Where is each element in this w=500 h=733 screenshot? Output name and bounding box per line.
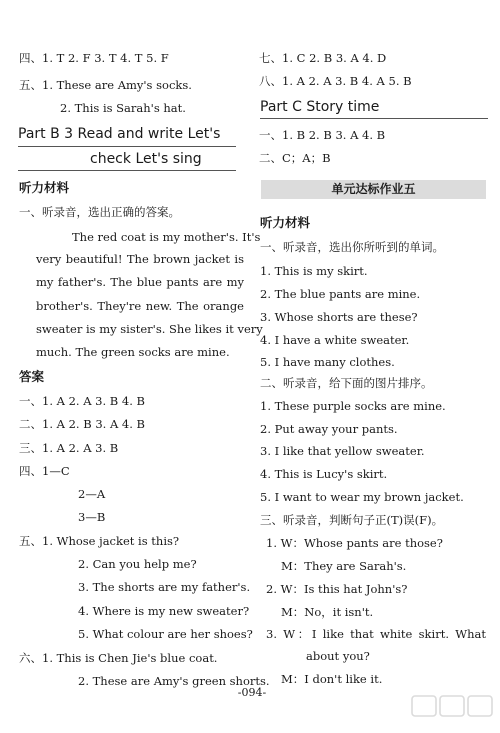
listening-line: 3. I like that yellow sweater. [260,444,425,458]
answer-row: 四、1—C [19,464,70,478]
listening-material-title: 听力材料 [260,215,311,230]
listening-question: 二、听录音，给下面的图片排序。 [260,376,433,390]
listening-material-title: 听力材料 [19,180,70,195]
answer-line-5-2: 2. This is Sarah's hat. [60,101,186,115]
listening-line: 5. I want to wear my brown jacket. [260,490,464,504]
answer-row: 六、1. This is Chen Jie's blue coat. [19,651,218,665]
answer-row: 2—A [78,487,106,501]
answer-row: 二、C；A；B [259,151,331,165]
answer-row: 五、1. Whose jacket is this? [19,534,180,548]
answer-row: 3—B [78,510,106,524]
part-b-heading: Part B 3 Read and write Let's [18,126,221,142]
answer-row: 3. The shorts are my father's. [78,580,251,594]
listening-line: 2. Put away your pants. [260,422,398,436]
page-number: -094- [237,686,267,699]
unit-section-banner: 单元达标作业五 [261,180,486,199]
answers-title: 答案 [19,369,45,384]
answer-row: 一、1. B 2. B 3. A 4. B [259,128,386,142]
listening-question: 一、听录音，选出你所听到的单词。 [260,240,444,254]
dialogue-line: 2. W：Is this hat John's? [266,582,408,596]
passage-line: very beautiful! The brown jacket is [36,252,244,266]
passage-line: brother's. They're new. The orange [36,299,244,313]
listening-line: 4. I have a white sweater. [260,333,410,347]
answer-line-7: 七、1. C 2. B 3. A 4. D [259,51,387,65]
dialogue-line: 1. W：Whose pants are those? [266,536,443,550]
answer-row: 4. Where is my new sweater? [78,604,250,618]
dialogue-line: M：I don't like it. [281,672,383,686]
dialogue-line: 3. W：I like that white skirt. What [266,627,486,641]
listening-line: 5. I have many clothes. [260,355,395,369]
listening-line: 2. The blue pants are mine. [260,287,421,301]
watermark-logo [410,693,496,729]
part-c-heading: Part C Story time [260,99,380,115]
part-b-underline-2 [18,170,236,171]
answer-row: 2. These are Amy's green shorts. [78,674,270,688]
answer-row: 三、1. A 2. A 3. B [19,441,119,455]
answer-row: 一、1. A 2. A 3. B 4. B [19,394,145,408]
part-b-underline [18,146,236,147]
passage-line: my father's. The blue pants are my [36,275,244,289]
answer-line-8: 八、1. A 2. A 3. B 4. A 5. B [259,74,412,88]
listening-line: 1. This is my skirt. [260,264,368,278]
listening-question: 三、听录音，判断句子正(T)误(F)。 [260,513,444,527]
dialogue-line: M：They are Sarah's. [281,559,407,573]
answer-line-5: 五、1. These are Amy's socks. [19,78,192,92]
answer-line-4: 四、1. T 2. F 3. T 4. T 5. F [19,51,169,65]
part-c-underline [260,118,488,119]
listening-line: 1. These purple socks are mine. [260,399,446,413]
dialogue-line: M：No，it isn't. [281,605,374,619]
passage-line: sweater is my sister's. She likes it very [36,322,263,336]
answer-row: 2. Can you help me? [78,557,197,571]
listening-line: 3. Whose shorts are these? [260,310,418,324]
passage-line: much. The green socks are mine. [36,345,230,359]
answer-row: 二、1. A 2. B 3. A 4. B [19,417,145,431]
listening-question-1: 一、听录音，选出正确的答案。 [19,205,180,219]
passage-line: The red coat is my mother's. It's [72,230,261,244]
listening-line: 4. This is Lucy's skirt. [260,467,388,481]
answer-row: 5. What colour are her shoes? [78,627,253,641]
part-b-heading-line2: check Let's sing [90,151,202,167]
watermark-logo-icon [410,693,496,729]
dialogue-line: about you? [306,649,370,663]
